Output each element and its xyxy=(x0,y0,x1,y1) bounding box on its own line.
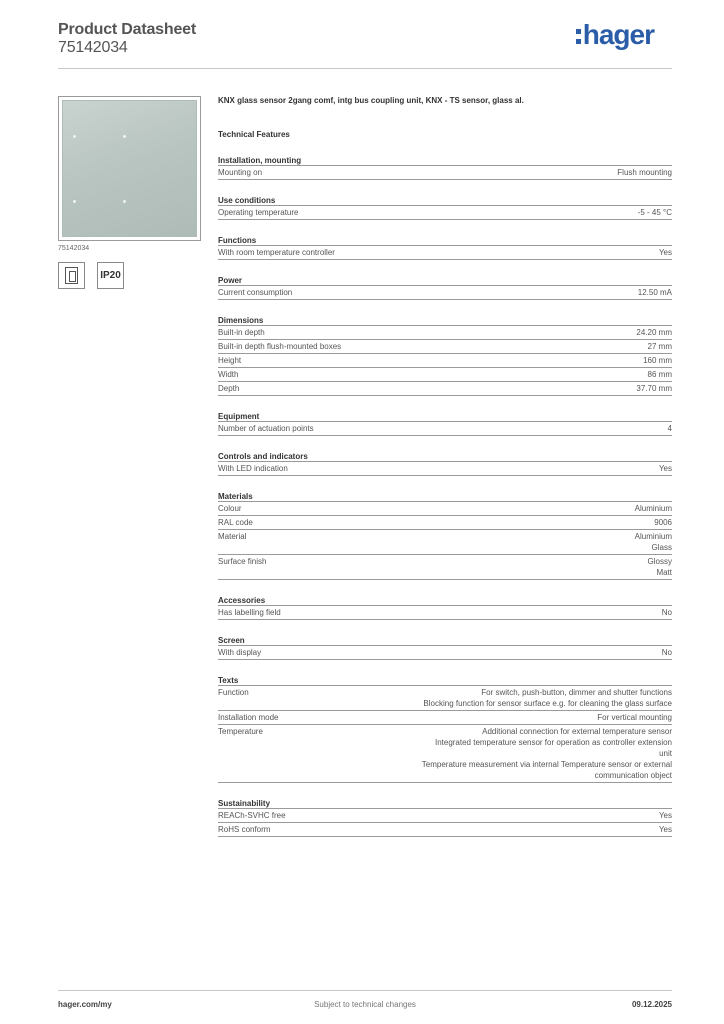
feature-row xyxy=(218,725,672,783)
feature-value xyxy=(265,327,672,338)
sensor-point-icon xyxy=(123,135,126,138)
feature-row xyxy=(218,382,672,396)
datasheet-content xyxy=(218,96,672,837)
feature-value-line: Blocking function for sensor surface e.g. for cleaning the glass surface xyxy=(423,699,672,708)
feature-label: Surface finish xyxy=(218,557,267,566)
feature-value-line: 9006 xyxy=(654,518,672,527)
feature-label: Current consumption xyxy=(218,288,293,297)
feature-group xyxy=(218,635,672,660)
feature-value-line: Aluminium xyxy=(634,532,672,541)
feature-value xyxy=(239,383,672,394)
feature-label: Number of actuation points xyxy=(218,424,314,433)
feature-label: RAL code xyxy=(218,518,253,527)
feature-label: Function xyxy=(218,688,249,697)
feature-value xyxy=(246,531,672,553)
feature-row xyxy=(218,606,672,620)
feature-value-line: unit xyxy=(659,749,672,758)
group-title: Equipment xyxy=(218,411,672,422)
feature-groups xyxy=(218,155,672,837)
feature-value-line: 86 mm xyxy=(647,370,672,379)
feature-label: Installation mode xyxy=(218,713,279,722)
group-title: Texts xyxy=(218,675,672,686)
feature-value-line: 27 mm xyxy=(647,342,672,351)
feature-group xyxy=(218,275,672,300)
flush-mounting-badge xyxy=(58,262,85,289)
feature-value xyxy=(242,503,672,514)
feature-value-line: Integrated temperature sensor for operation as controller extension xyxy=(434,738,672,747)
feature-row xyxy=(218,286,672,300)
ip-rating-badge: IP20 xyxy=(97,262,124,289)
feature-value-line: 12.50 mA xyxy=(637,288,672,297)
feature-value xyxy=(262,167,672,178)
image-caption: 75142034 xyxy=(58,245,90,252)
feature-group xyxy=(218,195,672,220)
feature-value-line: No xyxy=(661,648,672,657)
feature-row xyxy=(218,646,672,660)
document-title: Product Datasheet xyxy=(58,21,196,38)
feature-value-line: 24.20 mm xyxy=(636,328,672,337)
group-title: Installation, mounting xyxy=(218,155,672,166)
feature-value-line: 160 mm xyxy=(643,356,672,365)
feature-row xyxy=(218,166,672,180)
feature-group xyxy=(218,235,672,260)
feature-value xyxy=(299,207,673,218)
feature-row xyxy=(218,502,672,516)
feature-group xyxy=(218,411,672,436)
feature-label: RoHS conform xyxy=(218,825,271,834)
feature-value xyxy=(288,463,672,474)
feature-row xyxy=(218,516,672,530)
feature-label: Built-in depth flush-mounted boxes xyxy=(218,342,342,351)
group-title: Power xyxy=(218,275,672,286)
logo-text: hager xyxy=(582,19,654,50)
feature-value-line: -5 - 45 °C xyxy=(637,208,672,217)
footer-date: 09.12.2025 xyxy=(631,1000,672,1009)
feature-label: With room temperature controller xyxy=(218,248,335,257)
feature-label: Has labelling field xyxy=(218,608,281,617)
footer-website[interactable]: hager.com/my xyxy=(58,1000,112,1009)
feature-value xyxy=(286,810,672,821)
sensor-point-icon xyxy=(73,200,76,203)
feature-label: With display xyxy=(218,648,262,657)
feature-label: With LED indication xyxy=(218,464,288,473)
feature-value xyxy=(292,287,672,298)
feature-value xyxy=(261,647,672,658)
feature-value-line: Glossy xyxy=(647,557,672,566)
product-description: KNX glass sensor 2gang comf, intg bus coupling unit, KNX - TS sensor, glass al. xyxy=(218,96,524,105)
feature-value-line: Matt xyxy=(656,568,672,577)
group-title: Dimensions xyxy=(218,315,672,326)
flush-mounting-icon xyxy=(65,267,78,284)
group-title: Use conditions xyxy=(218,195,672,206)
feature-group xyxy=(218,315,672,396)
feature-row xyxy=(218,340,672,354)
feature-row xyxy=(218,809,672,823)
footer-notice: Subject to technical changes xyxy=(314,1000,416,1009)
feature-value xyxy=(241,355,672,366)
feature-row xyxy=(218,246,672,260)
feature-row xyxy=(218,555,672,580)
feature-label: Width xyxy=(218,370,239,379)
feature-row xyxy=(218,354,672,368)
feature-label: Mounting on xyxy=(218,168,263,177)
product-image-frame xyxy=(58,96,201,241)
feature-label: Colour xyxy=(218,504,242,513)
feature-row xyxy=(218,462,672,476)
group-title: Materials xyxy=(218,491,672,502)
feature-value xyxy=(238,369,672,380)
feature-value-line: communication object xyxy=(594,771,672,780)
group-title: Screen xyxy=(218,635,672,646)
feature-value-line: Aluminium xyxy=(634,504,672,513)
feature-value-line: 4 xyxy=(667,424,672,433)
technical-features-heading: Technical Features xyxy=(218,130,290,139)
feature-value-line: Temperature measurement via internal Temperature sensor or external xyxy=(421,760,672,769)
feature-row xyxy=(218,368,672,382)
feature-value xyxy=(341,341,672,352)
feature-value xyxy=(278,712,672,723)
feature-label: Operating temperature xyxy=(218,208,299,217)
feature-value-line: No xyxy=(661,608,672,617)
feature-value xyxy=(270,824,672,835)
feature-label: Material xyxy=(218,532,247,541)
feature-row xyxy=(218,530,672,555)
feature-value-line: 37.70 mm xyxy=(636,384,672,393)
feature-label: REACh-SVHC free xyxy=(218,811,286,820)
hager-logo xyxy=(576,19,654,51)
feature-value-line: Yes xyxy=(658,825,672,834)
sensor-point-icon xyxy=(123,200,126,203)
feature-group xyxy=(218,155,672,180)
feature-label: Depth xyxy=(218,384,240,393)
product-image xyxy=(62,100,197,237)
group-title: Functions xyxy=(218,235,672,246)
group-title: Accessories xyxy=(218,595,672,606)
feature-group xyxy=(218,675,672,783)
feature-value-line: Additional connection for external temperature sensor xyxy=(482,727,672,736)
feature-value-line: For switch, push-button, dimmer and shutter functions xyxy=(481,688,672,697)
feature-value-line: Flush mounting xyxy=(617,168,672,177)
feature-value-line: Yes xyxy=(658,248,672,257)
logo-dots-icon xyxy=(576,29,581,44)
feature-group xyxy=(218,491,672,580)
feature-row xyxy=(218,711,672,725)
feature-value xyxy=(266,556,672,578)
page-footer xyxy=(58,990,672,1014)
feature-row xyxy=(218,422,672,436)
feature-value-line: For vertical mounting xyxy=(597,713,672,722)
group-title: Sustainability xyxy=(218,798,672,809)
feature-value xyxy=(281,607,672,618)
feature-row xyxy=(218,686,672,711)
feature-value xyxy=(263,726,672,781)
feature-value xyxy=(314,423,672,434)
feature-value xyxy=(249,687,672,709)
feature-value-line: Yes xyxy=(658,464,672,473)
feature-row xyxy=(218,326,672,340)
group-title: Controls and indicators xyxy=(218,451,672,462)
feature-value-line: Yes xyxy=(658,811,672,820)
document-number: 75142034 xyxy=(58,39,128,56)
feature-group xyxy=(218,595,672,620)
feature-value xyxy=(253,517,672,528)
feature-group xyxy=(218,798,672,837)
feature-group xyxy=(218,451,672,476)
feature-label: Temperature xyxy=(218,727,263,736)
feature-label: Built-in depth xyxy=(218,328,265,337)
feature-row xyxy=(218,206,672,220)
sensor-point-icon xyxy=(73,135,76,138)
feature-value xyxy=(335,247,672,258)
feature-value-line: Glass xyxy=(651,543,672,552)
page-header xyxy=(58,21,672,69)
feature-row xyxy=(218,823,672,837)
feature-label: Height xyxy=(218,356,242,365)
